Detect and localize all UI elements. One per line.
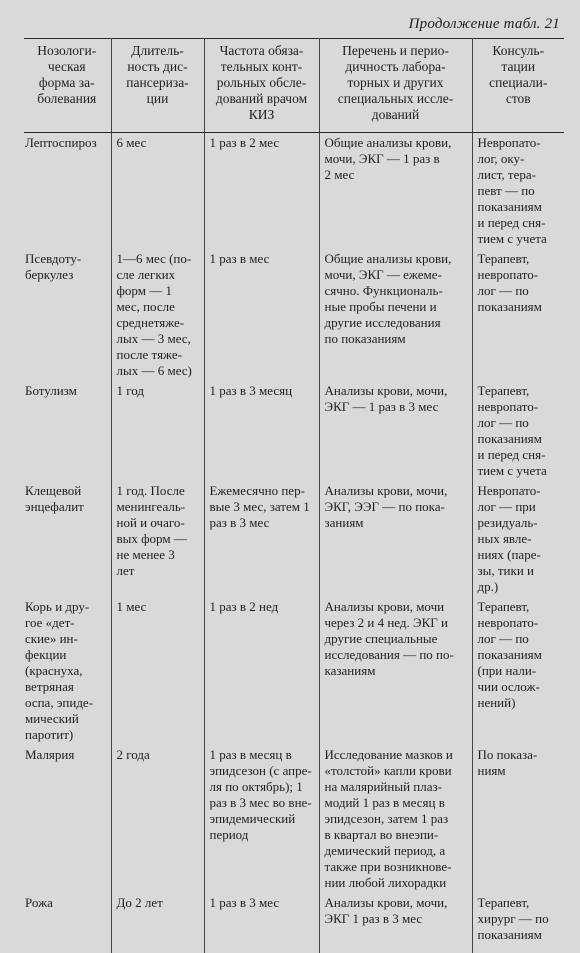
table-continuation-caption: Продолжение табл. 21 xyxy=(408,16,560,32)
cell-frequency: 1 раз в 3 мес xyxy=(204,893,319,953)
cell-disease: Рожа xyxy=(24,893,111,953)
cell-disease: Лептоспироз xyxy=(24,133,111,250)
cell-tests: Общие анализы крови, мочи, ЭКГ — 1 раз в 2 мес xyxy=(319,133,472,250)
cell-consultations: Терапевт, невропато- лог — по показаниям xyxy=(472,249,564,381)
cell-disease: Малярия xyxy=(24,745,111,893)
cell-frequency: 1 раз в 2 мес xyxy=(204,133,319,250)
cell-consultations: Терапевт, невропато- лог — по показаниям (при нали- чии ослож- нений) xyxy=(472,597,564,745)
header-lab-tests: Перечень и перио- дичность лабора- торных и других специальных иссле- дований xyxy=(319,39,472,133)
cell-consultations: Невропато- лог — при резидуаль- ных явле- ниях (паре- зы, тики и др.) xyxy=(472,481,564,597)
table-row xyxy=(24,481,564,597)
cell-tests: Исследование мазков и «толстой» капли крови на малярийный плаз- модий 1 раз в месяц в эпидсезон, затем 1 раз в квартал во внеэпи- демический период, а также при возникнове- нии любой лихорадки xyxy=(319,745,472,893)
cell-frequency: 1 раз в 3 месяц xyxy=(204,381,319,481)
table-row xyxy=(24,597,564,745)
cell-tests: Анализы крови, мочи, ЭКГ 1 раз в 3 мес xyxy=(319,893,472,953)
cell-consultations: Терапевт, хирург — по показаниям xyxy=(472,893,564,953)
header-exam-frequency: Частота обяза- тельных конт- рольных обсле- дований врачом КИЗ xyxy=(204,39,319,133)
cell-duration: До 2 лет xyxy=(111,893,204,953)
cell-disease: Псевдоту- беркулез xyxy=(24,249,111,381)
cell-frequency: 1 раз в месяц в эпидсезон (с апре- ля по октябрь); 1 раз в 3 мес во вне- эпидемический период xyxy=(204,745,319,893)
cell-frequency: Ежемесячно пер- вые 3 мес, затем 1 раз в 3 мес xyxy=(204,481,319,597)
header-duration: Длитель- ность дис- пансериза- ции xyxy=(111,39,204,133)
cell-consultations: Невропато- лог, оку- лист, тера- певт — по показаниям и перед сня- тием с учета xyxy=(472,133,564,250)
table-row xyxy=(24,381,564,481)
cell-consultations: Терапевт, невропато- лог — по показаниям и перед сня- тием с учета xyxy=(472,381,564,481)
cell-frequency: 1 раз в 2 нед xyxy=(204,597,319,745)
cell-duration: 1—6 мес (по- сле легких форм — 1 мес, после среднетяже- лых — 3 мес, после тяже- лых — 6 мес) xyxy=(111,249,204,381)
table-row xyxy=(24,249,564,381)
cell-tests: Анализы крови, мочи, ЭКГ — 1 раз в 3 мес xyxy=(319,381,472,481)
dispensary-observation-table xyxy=(24,38,564,953)
cell-disease: Ботулизм xyxy=(24,381,111,481)
cell-tests: Общие анализы крови, мочи, ЭКГ — ежеме- сячно. Функциональ- ные пробы печени и другие исследования по показаниям xyxy=(319,249,472,381)
cell-duration: 1 год. После менингеаль- ной и очаго- вых форм — не менее 3 лет xyxy=(111,481,204,597)
cell-duration: 2 года xyxy=(111,745,204,893)
cell-tests: Анализы крови, мочи через 2 и 4 нед. ЭКГ и другие специальные исследования — по по- казаниям xyxy=(319,597,472,745)
header-consultations: Консуль- тации специали- стов xyxy=(472,39,564,133)
cell-frequency: 1 раз в мес xyxy=(204,249,319,381)
table-row xyxy=(24,745,564,893)
cell-tests: Анализы крови, мочи, ЭКГ, ЭЭГ — по пока- заниям xyxy=(319,481,472,597)
header-nosological-form: Нозологи- ческая форма за- болевания xyxy=(24,39,111,133)
cell-duration: 6 мес xyxy=(111,133,204,250)
cell-disease: Корь и дру- гое «дет- ские» ин- фекции (краснуха, ветряная оспа, эпиде- мический паротит) xyxy=(24,597,111,745)
cell-consultations: По показа- ниям xyxy=(472,745,564,893)
cell-duration: 1 год xyxy=(111,381,204,481)
table-row xyxy=(24,133,564,250)
table-header-row xyxy=(24,39,564,133)
cell-duration: 1 мес xyxy=(111,597,204,745)
table-row xyxy=(24,893,564,953)
cell-disease: Клещевой энцефалит xyxy=(24,481,111,597)
